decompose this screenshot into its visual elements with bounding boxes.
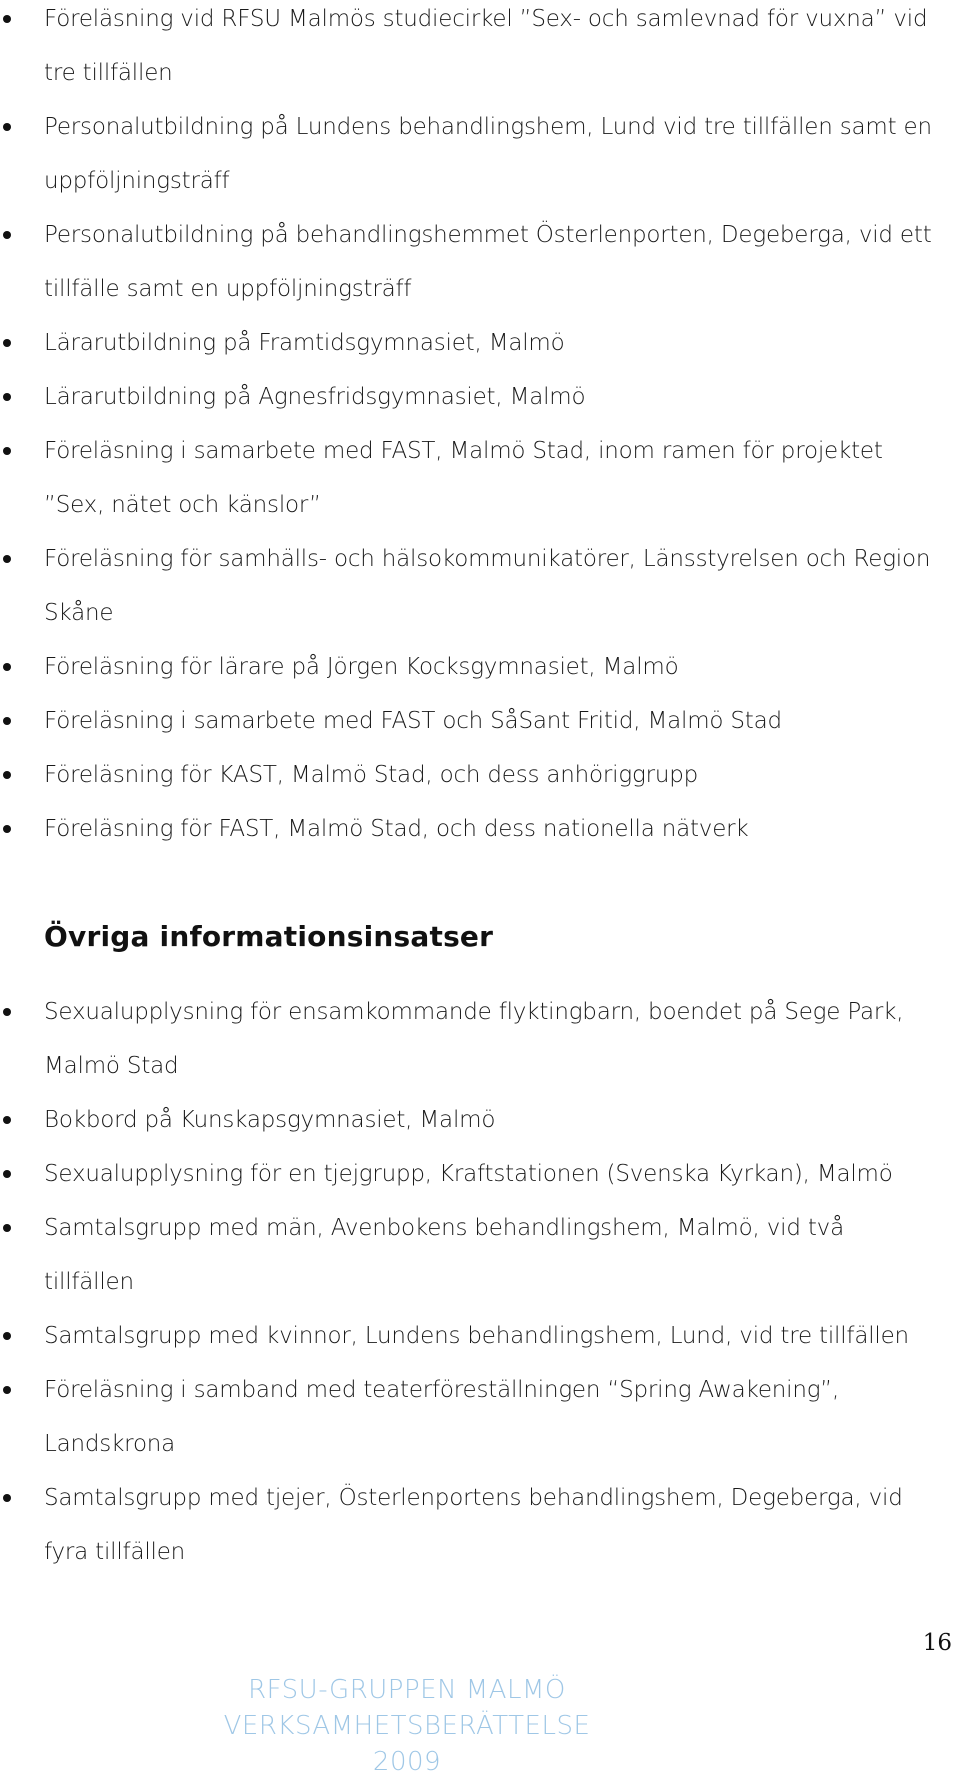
bullet-icon	[3, 1224, 11, 1232]
list-item-text: Föreläsning vid RFSU Malmös studiecirkel ”Sex- och samlevnad för vuxna” vid tre tillfällen	[44, 6, 928, 86]
list-item-text: Föreläsning för KAST, Malmö Stad, och dess anhöriggrupp	[44, 762, 699, 788]
bullet-icon	[3, 1386, 11, 1394]
list-item-text: Föreläsning i samband med teaterföreställningen “Spring Awakening”, Landskrona	[44, 1377, 840, 1457]
list-item	[0, 1363, 960, 1471]
list-item-text: Personalutbildning på Lundens behandlingshem, Lund vid tre tillfällen samt en uppföljningsträff	[44, 114, 932, 194]
bullet-icon	[3, 771, 11, 779]
list-item	[0, 370, 960, 424]
list-item-text: Personalutbildning på behandlingshemmet Österlenporten, Degeberga, vid ett tillfälle samt en uppföljningsträff	[44, 222, 932, 302]
page-number: 16	[922, 1630, 952, 1656]
bullet-icon	[3, 1332, 11, 1340]
footer-org-name: RFSU-GRUPPEN MALMÖ	[248, 1675, 566, 1705]
bullet-icon	[3, 447, 11, 455]
list-item-text: Sexualupplysning för en tjejgrupp, Kraftstationen (Svenska Kyrkan), Malmö	[44, 1161, 893, 1187]
bullet-icon	[3, 339, 11, 347]
list-item	[0, 640, 960, 694]
list-item	[0, 532, 960, 640]
list-item	[0, 424, 960, 532]
list-item	[0, 1147, 960, 1201]
list-item	[0, 0, 960, 100]
bullet-icon	[3, 1170, 11, 1178]
bullet-icon	[3, 1494, 11, 1502]
information-efforts-list	[0, 985, 960, 1579]
list-item	[0, 1309, 960, 1363]
bullet-icon	[3, 825, 11, 833]
list-item-text: Föreläsning i samarbete med FAST, Malmö Stad, inom ramen för projektet ”Sex, nätet och känslor”	[44, 438, 883, 518]
list-item-text: Bokbord på Kunskapsgymnasiet, Malmö	[44, 1107, 496, 1133]
list-item	[0, 694, 960, 748]
bullet-icon	[3, 663, 11, 671]
bullet-icon	[3, 15, 11, 23]
list-item-text: Föreläsning för lärare på Jörgen Kocksgymnasiet, Malmö	[44, 654, 679, 680]
bullet-icon	[3, 1116, 11, 1124]
list-item	[0, 748, 960, 802]
list-item-text: Föreläsning för FAST, Malmö Stad, och dess nationella nätverk	[44, 816, 749, 842]
list-item	[0, 1201, 960, 1309]
bullet-icon	[3, 393, 11, 401]
list-item	[0, 802, 960, 856]
list-item-text: Föreläsning i samarbete med FAST och SåSant Fritid, Malmö Stad	[44, 708, 782, 734]
list-item	[0, 985, 960, 1093]
list-item-text: Sexualupplysning för ensamkommande flyktingbarn, boendet på Sege Park, Malmö Stad	[44, 999, 904, 1079]
list-item-text: Samtalsgrupp med kvinnor, Lundens behandlingshem, Lund, vid tre tillfällen	[44, 1323, 909, 1349]
list-item-text: Lärarutbildning på Agnesfridsgymnasiet, Malmö	[44, 384, 586, 410]
list-item	[0, 100, 960, 208]
list-item-text: Samtalsgrupp med tjejer, Österlenportens behandlingshem, Degeberga, vid fyra tillfällen	[44, 1485, 903, 1565]
bullet-icon	[3, 123, 11, 131]
section-heading: Övriga informationsinsatser	[44, 920, 494, 953]
list-item-text: Lärarutbildning på Framtidsgymnasiet, Malmö	[44, 330, 565, 356]
footer-year: 2009	[372, 1747, 442, 1777]
footer	[212, 1672, 602, 1780]
list-item	[0, 316, 960, 370]
list-item	[0, 1093, 960, 1147]
bullet-icon	[3, 717, 11, 725]
bullet-icon	[3, 1008, 11, 1016]
footer-report-title: VERKSAMHETSBERÄTTELSE	[223, 1711, 591, 1741]
list-item	[0, 1471, 960, 1579]
bullet-icon	[3, 555, 11, 563]
list-item-text: Föreläsning för samhälls- och hälsokommunikatörer, Länsstyrelsen och Region Skåne	[44, 546, 931, 626]
list-item-text: Samtalsgrupp med män, Avenbokens behandlingshem, Malmö, vid två tillfällen	[44, 1215, 844, 1295]
bullet-icon	[3, 231, 11, 239]
list-item	[0, 208, 960, 316]
activity-list	[0, 0, 960, 856]
